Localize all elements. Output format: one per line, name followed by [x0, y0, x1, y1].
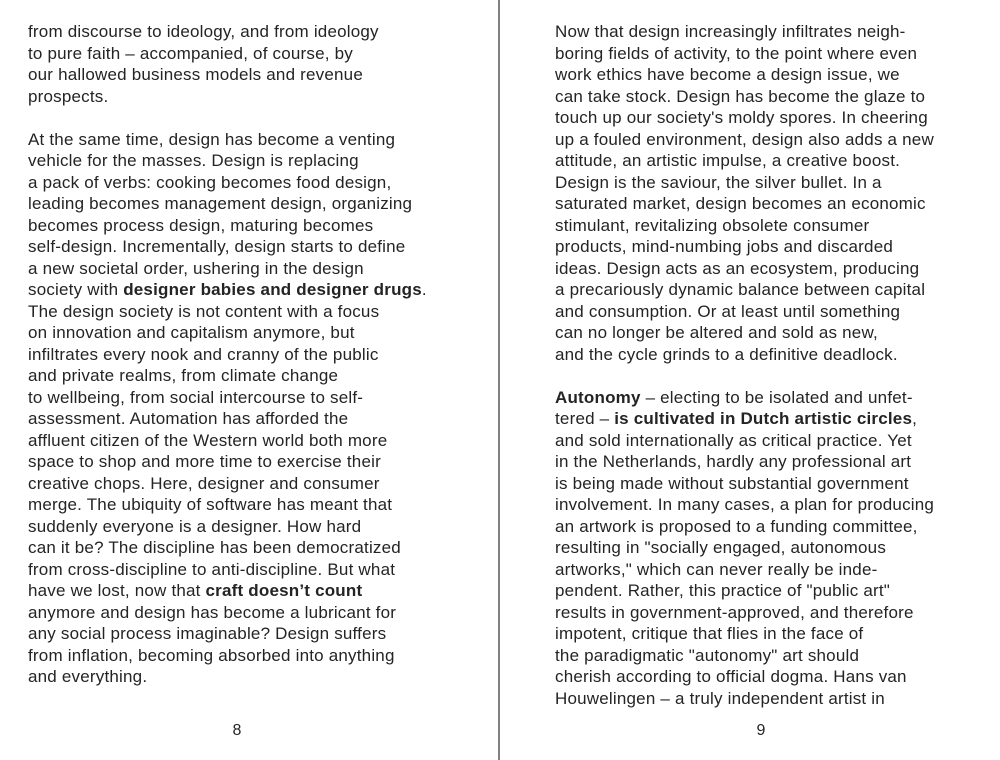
text-line	[28, 623, 468, 645]
text-line	[28, 322, 468, 344]
text-segment: attitude, an artistic impulse, a creative boost.	[555, 151, 901, 170]
text-line	[555, 559, 980, 581]
text-line	[555, 580, 980, 602]
text-line	[555, 43, 980, 65]
page-left-text-column	[28, 21, 468, 688]
text-line	[555, 21, 980, 43]
text-segment: can no longer be altered and sold as new,	[555, 323, 878, 342]
text-segment: and private realms, from climate change	[28, 366, 339, 385]
text-segment: resulting in "socially engaged, autonomous	[555, 538, 887, 557]
text-segment: infiltrates every nook and cranny of the public	[28, 344, 379, 364]
text-segment: on innovation and capitalism anymore, but	[28, 323, 355, 342]
text-line	[28, 645, 468, 667]
text-line	[555, 215, 980, 237]
text-segment: saturated market, design becomes an economic	[555, 194, 926, 213]
text-line	[28, 193, 468, 215]
text-segment: work ethics have become a design issue, we	[555, 65, 900, 84]
text-segment: ,	[912, 409, 918, 428]
text-segment: have we lost, now that	[28, 581, 206, 600]
text-line	[28, 258, 468, 280]
text-segment: .	[421, 280, 427, 299]
text-segment: is being made without substantial government	[555, 473, 909, 493]
text-line	[555, 430, 980, 452]
text-line	[28, 279, 468, 301]
text-segment: vehicle for the masses. Design is replacing	[28, 151, 359, 170]
text-line	[28, 344, 468, 366]
text-line	[555, 129, 980, 151]
text-segment: up a fouled environment, design also adds a new	[555, 129, 934, 149]
text-segment: involvement. In many cases, a plan for producing	[555, 495, 935, 514]
text-segment: creative chops. Here, designer and consumer	[28, 473, 380, 493]
text-line	[28, 301, 468, 323]
text-segment: prospects.	[28, 86, 109, 106]
text-segment: a pack of verbs: cooking becomes food design,	[28, 172, 392, 192]
text-line	[555, 322, 980, 344]
text-segment: – electing to be isolated and unfet-	[640, 387, 913, 407]
text-segment: anymore and design has become a lubricant for	[28, 602, 397, 622]
text-line	[28, 236, 468, 258]
text-line	[28, 408, 468, 430]
text-line	[555, 387, 980, 409]
text-segment: tered –	[555, 409, 615, 428]
text-segment: self-design. Incrementally, design starts to define	[28, 237, 406, 256]
text-segment: an artwork is proposed to a funding committee,	[555, 516, 918, 536]
bold-text-segment: Autonomy	[555, 387, 641, 407]
text-segment: affluent citizen of the Western world both more	[28, 430, 388, 450]
text-segment: artworks," which can never really be inde-	[555, 559, 878, 579]
text-segment: pendent. Rather, this practice of "public art"	[555, 581, 891, 600]
text-line	[28, 387, 468, 409]
text-segment: can take stock. Design has become the glaze to	[555, 86, 926, 106]
text-segment: leading becomes management design, organizing	[28, 194, 413, 213]
text-line	[555, 408, 980, 430]
text-segment: and sold internationally as critical practice. Yet	[555, 430, 912, 450]
page-left-number: 8	[232, 722, 242, 739]
text-line	[28, 150, 468, 172]
text-line	[555, 344, 980, 366]
text-segment: At the same time, design has become a venting	[28, 129, 396, 149]
text-line	[28, 172, 468, 194]
text-segment: to wellbeing, from social intercourse to self-	[28, 387, 364, 407]
text-segment: and everything.	[28, 667, 148, 686]
text-line	[555, 645, 980, 667]
text-segment: in the Netherlands, hardly any professional art	[555, 452, 912, 471]
page-right	[500, 0, 1000, 760]
text-line	[28, 494, 468, 516]
text-line	[555, 86, 980, 108]
text-segment: ideas. Design acts as an ecosystem, producing	[555, 258, 920, 278]
text-line	[28, 365, 468, 387]
text-line	[555, 301, 980, 323]
text-segment: space to shop and more time to exercise their	[28, 452, 381, 471]
text-segment: Now that design increasingly infiltrates neigh-	[555, 22, 906, 41]
text-segment: society with	[28, 280, 124, 299]
text-line	[28, 602, 468, 624]
text-line	[555, 537, 980, 559]
text-segment: a new societal order, ushering in the design	[28, 258, 364, 278]
text-segment: from inflation, becoming absorbed into anything	[28, 645, 395, 665]
text-segment: our hallowed business models and revenue	[28, 65, 363, 84]
text-segment: suddenly everyone is a designer. How hard	[28, 516, 362, 536]
text-line	[28, 580, 468, 602]
text-line	[555, 516, 980, 538]
text-segment: results in government-approved, and therefore	[555, 602, 914, 622]
bold-text-segment: is cultivated in Dutch artistic circles	[614, 409, 913, 428]
text-segment: and consumption. Or at least until something	[555, 301, 901, 321]
page-right-text-column	[555, 21, 980, 709]
page-right-number: 9	[756, 722, 766, 739]
text-line	[555, 236, 980, 258]
text-line	[28, 537, 468, 559]
text-line	[28, 473, 468, 495]
text-segment: from discourse to ideology, and from ideology	[28, 22, 379, 41]
text-segment: becomes process design, maturing becomes	[28, 215, 374, 235]
text-line	[28, 215, 468, 237]
bold-text-segment: craft doesn’t count	[205, 581, 363, 600]
text-line	[28, 430, 468, 452]
text-line	[555, 172, 980, 194]
text-line	[28, 559, 468, 581]
text-segment: and the cycle grinds to a definitive deadlock.	[555, 344, 898, 364]
text-line	[555, 623, 980, 645]
text-segment: can it be? The discipline has been democratized	[28, 538, 401, 557]
text-line	[555, 107, 980, 129]
text-line	[555, 193, 980, 215]
text-line	[555, 473, 980, 495]
text-segment: to pure faith – accompanied, of course, by	[28, 43, 353, 63]
text-segment: boring fields of activity, to the point where even	[555, 43, 918, 63]
text-segment: cherish according to official dogma. Hans van	[555, 667, 907, 686]
text-segment: a precariously dynamic balance between capital	[555, 280, 926, 299]
text-segment: merge. The ubiquity of software has meant that	[28, 495, 393, 514]
page-left	[0, 0, 498, 760]
text-line	[28, 129, 468, 151]
text-line	[555, 602, 980, 624]
text-line	[555, 451, 980, 473]
text-segment: stimulant, revitalizing obsolete consumer	[555, 215, 870, 235]
text-segment: assessment. Automation has afforded the	[28, 409, 349, 428]
text-segment: Design is the saviour, the silver bullet. In a	[555, 172, 882, 192]
text-segment: products, mind-numbing jobs and discarded	[555, 237, 893, 256]
text-segment: from cross-discipline to anti-discipline. But what	[28, 559, 396, 579]
text-line	[555, 258, 980, 280]
text-segment: the paradigmatic "autonomy" art should	[555, 645, 860, 665]
text-line	[28, 43, 468, 65]
text-line	[555, 494, 980, 516]
text-line	[28, 451, 468, 473]
text-line	[28, 516, 468, 538]
text-line	[28, 64, 468, 86]
text-line	[555, 365, 980, 387]
text-segment: Houwelingen – a truly independent artist in	[555, 688, 885, 708]
text-line	[28, 86, 468, 108]
text-line	[555, 666, 980, 688]
text-line	[555, 64, 980, 86]
bold-text-segment: designer babies and designer drugs	[123, 280, 422, 299]
text-line	[555, 688, 980, 710]
text-line	[555, 150, 980, 172]
text-segment: any social process imaginable? Design suffers	[28, 624, 387, 643]
text-segment: impotent, critique that flies in the face of	[555, 624, 864, 643]
text-line	[555, 279, 980, 301]
text-line	[28, 107, 468, 129]
text-line	[28, 666, 468, 688]
text-segment: The design society is not content with a focus	[28, 301, 380, 321]
text-segment: touch up our society's moldy spores. In cheering	[555, 108, 928, 127]
text-line	[28, 21, 468, 43]
